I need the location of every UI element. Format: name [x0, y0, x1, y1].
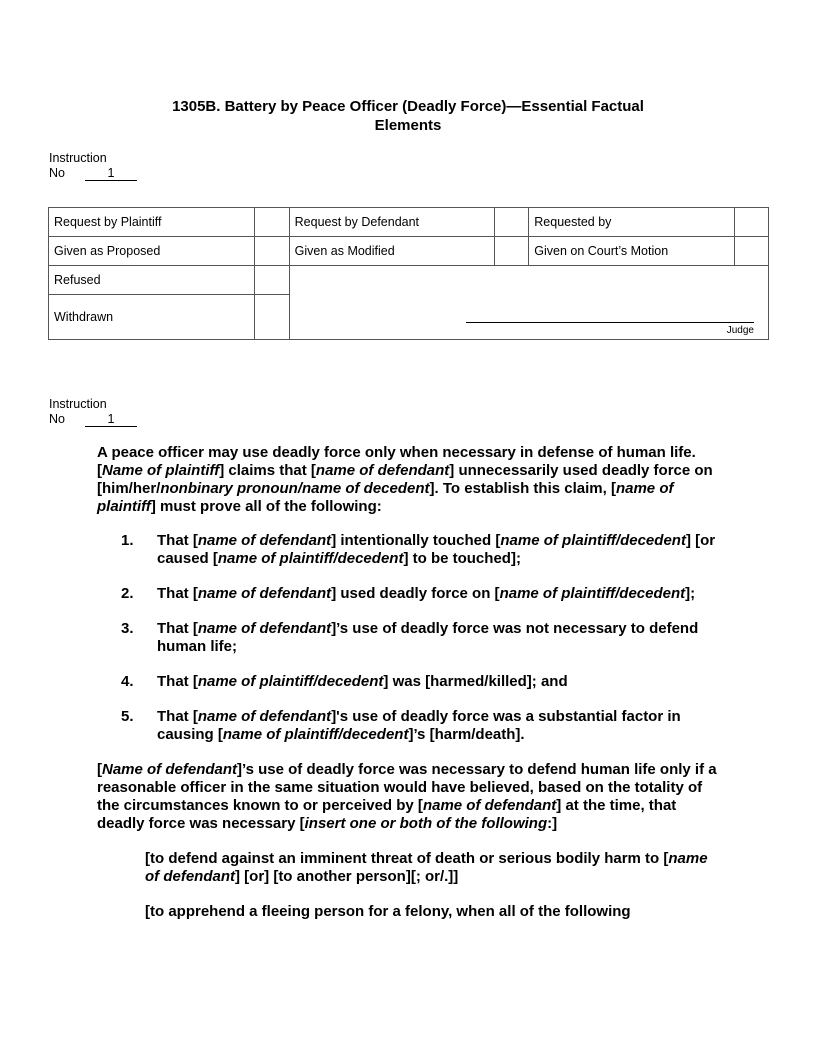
given-as-modified-label: Given as Modified [289, 237, 495, 266]
instruction-label: Instruction [49, 151, 107, 165]
given-as-proposed-label: Given as Proposed [49, 237, 255, 266]
instruction-no-label: No [49, 412, 65, 426]
instruction-number-block-bottom [49, 397, 137, 427]
instruction-status-table [48, 207, 769, 340]
request-by-defendant-checkbox[interactable] [495, 208, 529, 237]
judge-signature-area [289, 266, 768, 340]
request-by-plaintiff-label: Request by Plaintiff [49, 208, 255, 237]
instruction-number: 1 [85, 167, 137, 181]
list-item: 4. That [name of plaintiff/decedent] was [harmed/killed]; and [121, 673, 568, 690]
request-by-defendant-label: Request by Defendant [289, 208, 495, 237]
instruction-number: 1 [85, 413, 137, 427]
given-as-proposed-checkbox[interactable] [254, 237, 289, 266]
instruction-no-label: No [49, 166, 65, 180]
given-on-courts-motion-label: Given on Court’s Motion [529, 237, 735, 266]
refused-label: Refused [49, 266, 255, 295]
title-line-2: Elements [374, 117, 442, 134]
judge-signature-line[interactable] [466, 322, 754, 323]
given-as-modified-checkbox[interactable] [495, 237, 529, 266]
instruction-number-block-top [49, 151, 137, 181]
request-by-plaintiff-checkbox[interactable] [254, 208, 289, 237]
intro-paragraph: A peace officer may use deadly force only when necessary in defense of human life. [Name of plaintiff] claims that [name of defendant] unnecessarily used deadly force on [him/her/nonbinary pronoun/name of decedent]. To establish this claim, [name of plaintiff] must prove all of the following: [97, 444, 713, 515]
withdrawn-checkbox[interactable] [254, 295, 289, 340]
title-line-1: 1305B. Battery by Peace Officer (Deadly Force)—Essential Factual [172, 98, 644, 115]
requested-by-checkbox[interactable] [735, 208, 769, 237]
list-item: 2. That [name of defendant] used deadly force on [name of plaintiff/decedent]; [121, 585, 696, 602]
list-item: 3. That [name of defendant]’s use of deadly force was not necessary to defend human life; [121, 620, 699, 655]
essential-elements-list [97, 532, 725, 744]
necessity-paragraph: [Name of defendant]’s use of deadly force was necessary to defend human life only if a reasonable officer in the same situation would have believed, based on the totality of the circumstances known to or perceived by [name of defendant] at the time, that deadly force was necessary [insert one or both of the following:] [97, 761, 717, 832]
instruction-title [140, 97, 676, 135]
list-item: 1. That [name of defendant] intentionally touched [name of plaintiff/decedent] [or caused [name of plaintiff/decedent] to be touched]; [121, 532, 716, 567]
instruction-body [97, 444, 725, 938]
requested-by-label: Requested by [529, 208, 735, 237]
option-apprehend-paragraph: [to apprehend a fleeing person for a felony, when all of the following [145, 903, 631, 920]
instruction-label: Instruction [49, 397, 107, 411]
judge-label: Judge [726, 325, 754, 336]
option-defend-paragraph: [to defend against an imminent threat of death or serious bodily harm to [name of defendant] [or] [to another person][; or/.]] [145, 850, 708, 885]
given-on-courts-motion-checkbox[interactable] [735, 237, 769, 266]
list-item: 5. That [name of defendant]'s use of deadly force was a substantial factor in causing [name of plaintiff/decedent]’s [harm/death]. [121, 708, 681, 743]
refused-checkbox[interactable] [254, 266, 289, 295]
withdrawn-label: Withdrawn [49, 295, 255, 340]
